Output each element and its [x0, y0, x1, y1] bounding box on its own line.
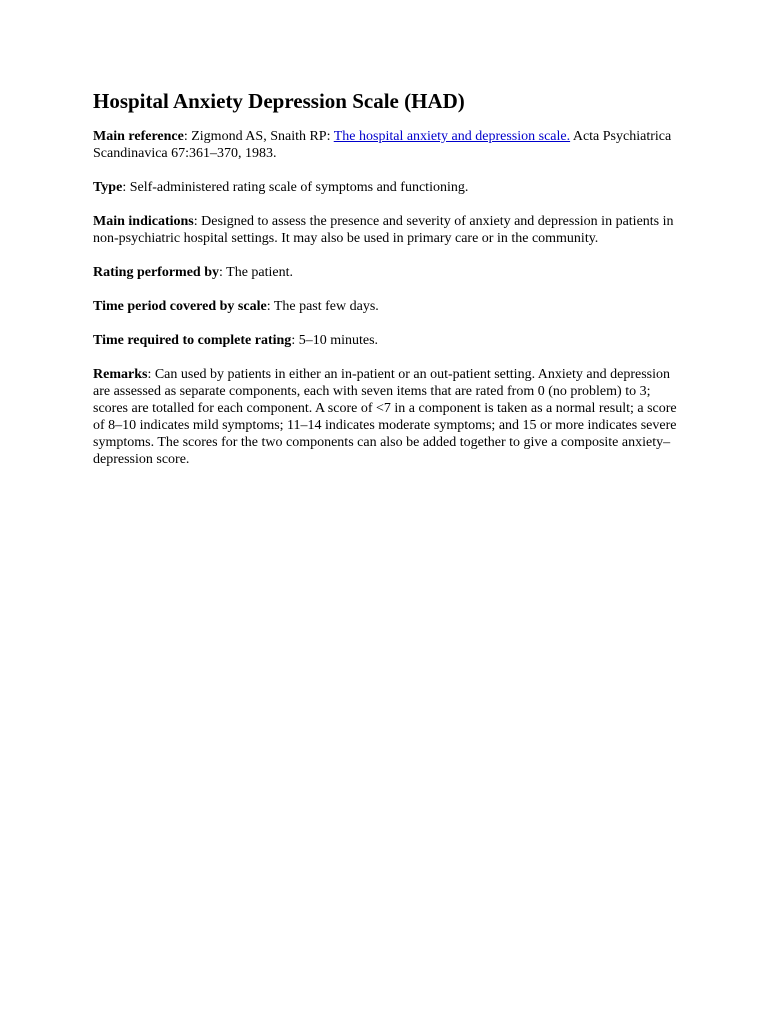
main-reference-rest: Acta Psychiatrica Scandinavica 67:361–370, 1983.: [93, 129, 672, 161]
time-required-text: 5–10 minutes.: [298, 333, 379, 348]
main-indications-text: Designed to assess the presence and severity of anxiety and depression in patients in non-psychiatric hospital settings. It may also be used in primary care or in the community.: [93, 214, 674, 246]
remarks-label: Remarks: [93, 367, 148, 382]
main-indications-paragraph: [93, 213, 683, 247]
time-required-paragraph: [93, 332, 683, 349]
time-required-label: Time required to complete rating: [93, 333, 292, 348]
document-title: Hospital Anxiety Depression Scale (HAD): [93, 89, 465, 113]
remarks-text: Can used by patients in either an in-patient or an out-patient setting. Anxiety and depression are assessed as separate components, each with seven items that are rated from 0 (no problem) to 3; scores are totalled for each component. A score of <7 in a component is taken as a normal result; a score of 8–10 indicates mild symptoms; 11–14 indicates moderate symptoms; and 15 or more indicates severe symptoms. The scores for the two components can also be added together to give a composite anxiety–depression score.: [93, 367, 677, 467]
rating-performed-by-paragraph: [93, 264, 683, 281]
document-page: [93, 88, 683, 485]
main-reference-label: Main reference: [93, 129, 184, 144]
main-indications-sep: :: [193, 214, 202, 229]
type-sep: :: [122, 180, 130, 195]
time-period-text: The past few days.: [273, 299, 379, 314]
rating-performed-by-sep: :: [219, 265, 227, 280]
main-reference-authors: Zigmond AS, Snaith RP:: [191, 129, 334, 144]
time-period-paragraph: [93, 298, 683, 315]
main-reference-paragraph: [93, 128, 683, 162]
time-period-label: Time period covered by scale: [93, 299, 267, 314]
rating-performed-by-label: Rating performed by: [93, 265, 219, 280]
remarks-paragraph: [93, 366, 683, 468]
reference-link[interactable]: The hospital anxiety and depression scale.: [333, 129, 571, 144]
rating-performed-by-text: The patient.: [226, 265, 294, 280]
remarks-sep: :: [147, 367, 155, 382]
type-text: Self-administered rating scale of symptoms and functioning.: [129, 180, 469, 195]
time-required-sep: :: [291, 333, 299, 348]
type-paragraph: [93, 179, 683, 196]
time-period-sep: :: [266, 299, 274, 314]
main-indications-label: Main indications: [93, 214, 194, 229]
main-reference-sep: :: [183, 129, 192, 144]
type-label: Type: [93, 180, 123, 195]
